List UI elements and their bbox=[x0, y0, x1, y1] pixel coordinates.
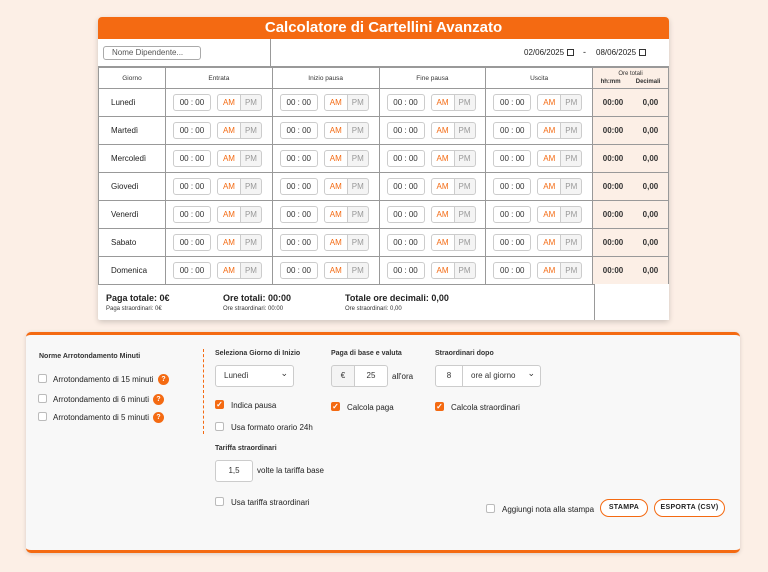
format24-label: Usa formato orario 24h bbox=[231, 423, 313, 432]
exit-pm-toggle[interactable]: PM bbox=[560, 234, 582, 251]
entry-cell bbox=[165, 257, 272, 285]
exit-time-input[interactable]: 00 : 00 bbox=[493, 150, 531, 167]
overtime-pay: Paga straordinari: 0€ bbox=[106, 306, 162, 312]
row-total-decimal: 0,00 bbox=[642, 238, 659, 247]
exit-cell bbox=[486, 229, 593, 257]
base-pay-title: Paga di base e valuta bbox=[331, 350, 402, 357]
entry-time-input[interactable]: 00 : 00 bbox=[173, 122, 211, 139]
row-total-decimal: 0,00 bbox=[642, 98, 659, 107]
break-end-pm-toggle[interactable]: PM bbox=[454, 234, 476, 251]
exit-cell bbox=[486, 89, 593, 117]
overtime-unit-select[interactable]: ore al giorno ⌄ bbox=[462, 365, 541, 387]
use-overtime-rate-label: Usa tariffa straordinari bbox=[231, 498, 310, 507]
summary-totals-cell bbox=[594, 284, 669, 320]
row-totals bbox=[593, 145, 669, 173]
row-total-hhmm: 00:00 bbox=[602, 266, 624, 275]
exit-pm-toggle[interactable]: PM bbox=[560, 150, 582, 167]
break-start-time-input[interactable]: 00 : 00 bbox=[280, 122, 318, 139]
break-end-cell bbox=[379, 257, 486, 285]
entry-pm-toggle[interactable]: PM bbox=[240, 262, 262, 279]
row-total-decimal: 0,00 bbox=[642, 154, 659, 163]
meta-row bbox=[98, 39, 669, 67]
break-start-pm-toggle[interactable]: PM bbox=[347, 122, 369, 139]
page-title: Calcolatore di Cartellini Avanzato bbox=[98, 17, 669, 39]
break-start-am-toggle[interactable]: AM bbox=[324, 94, 348, 111]
entry-time-input[interactable]: 00 : 00 bbox=[173, 94, 211, 111]
totals-header: Ore totali bbox=[618, 71, 643, 77]
print-note-label: Aggiungi nota alla stampa bbox=[502, 505, 595, 514]
table-row bbox=[99, 201, 669, 229]
break-end-cell bbox=[379, 89, 486, 117]
row-totals-values bbox=[593, 238, 668, 247]
overtime-decimal-hours: Ore straordinari: 0,00 bbox=[345, 306, 402, 312]
start-day-title: Seleziona Giorno di Inizio bbox=[215, 350, 301, 357]
table-row bbox=[99, 257, 669, 285]
rounding-5-checkbox[interactable] bbox=[38, 412, 47, 421]
break-start-pm-toggle[interactable]: PM bbox=[347, 262, 369, 279]
row-totals bbox=[593, 229, 669, 257]
break-end-time-input[interactable]: 00 : 00 bbox=[387, 150, 425, 167]
exit-am-toggle[interactable]: AM bbox=[537, 206, 561, 223]
row-total-hhmm: 00:00 bbox=[602, 210, 624, 219]
break-start-cell bbox=[272, 173, 379, 201]
decimals-header: Decimali bbox=[635, 79, 661, 85]
entry-cell bbox=[165, 117, 272, 145]
break-end-pm-toggle[interactable]: PM bbox=[454, 122, 476, 139]
entry-am-toggle[interactable]: AM bbox=[217, 122, 241, 139]
entry-am-toggle[interactable]: AM bbox=[217, 234, 241, 251]
break-end-pm-toggle[interactable]: PM bbox=[454, 94, 476, 111]
table-body bbox=[99, 89, 669, 285]
exit-am-toggle[interactable]: AM bbox=[537, 122, 561, 139]
break-start-am-toggle[interactable]: AM bbox=[324, 178, 348, 195]
break-end-am-toggle[interactable]: AM bbox=[431, 262, 455, 279]
row-totals-values bbox=[593, 154, 668, 163]
rounding-15-label: Arrotondamento di 15 minuti bbox=[53, 375, 154, 384]
break-start-cell bbox=[272, 201, 379, 229]
row-totals bbox=[593, 89, 669, 117]
rounding-6-label: Arrotondamento di 6 minuti bbox=[53, 395, 150, 404]
calendar-icon[interactable] bbox=[639, 49, 646, 56]
break-start-time-input[interactable]: 00 : 00 bbox=[280, 262, 318, 279]
row-total-decimal: 0,00 bbox=[642, 210, 659, 219]
entry-pm-toggle[interactable]: PM bbox=[240, 206, 262, 223]
row-totals-values bbox=[593, 98, 668, 107]
col-break-end: Fine pausa bbox=[379, 68, 486, 89]
overtime-after-input[interactable]: 8 bbox=[435, 365, 463, 387]
overtime-rate-input[interactable]: 1,5 bbox=[215, 460, 253, 482]
base-pay-input[interactable]: 25 bbox=[354, 365, 388, 387]
break-end-pm-toggle[interactable]: PM bbox=[454, 150, 476, 167]
break-end-am-toggle[interactable]: AM bbox=[431, 150, 455, 167]
break-end-cell bbox=[379, 117, 486, 145]
row-total-hhmm: 00:00 bbox=[602, 154, 624, 163]
exit-time-input[interactable]: 00 : 00 bbox=[493, 262, 531, 279]
timecard-calculator bbox=[98, 17, 669, 320]
break-start-am-toggle[interactable]: AM bbox=[324, 122, 348, 139]
table-row bbox=[99, 117, 669, 145]
exit-time-input[interactable]: 00 : 00 bbox=[493, 122, 531, 139]
table-row bbox=[99, 229, 669, 257]
rounding-5-label: Arrotondamento di 5 minuti bbox=[53, 413, 150, 422]
entry-time-input[interactable]: 00 : 00 bbox=[173, 206, 211, 223]
col-break-start: Inizio pausa bbox=[272, 68, 379, 89]
row-total-hhmm: 00:00 bbox=[602, 182, 624, 191]
entry-time-input[interactable]: 00 : 00 bbox=[173, 150, 211, 167]
row-total-hhmm: 00:00 bbox=[602, 98, 624, 107]
day-label: Sabato bbox=[99, 229, 166, 257]
currency-addon: € bbox=[331, 365, 355, 387]
row-total-decimal: 0,00 bbox=[642, 266, 659, 275]
break-start-am-toggle[interactable]: AM bbox=[324, 262, 348, 279]
hhmm-header: hh:mm bbox=[600, 79, 621, 85]
break-start-am-toggle[interactable]: AM bbox=[324, 206, 348, 223]
exit-pm-toggle[interactable]: PM bbox=[560, 94, 582, 111]
date-start-value: 02/06/2025 bbox=[524, 48, 565, 57]
entry-cell bbox=[165, 173, 272, 201]
row-totals-values bbox=[593, 126, 668, 135]
date-separator: - bbox=[583, 47, 586, 57]
entry-pm-toggle[interactable]: PM bbox=[240, 234, 262, 251]
entry-am-toggle[interactable]: AM bbox=[217, 262, 241, 279]
rounding-15-checkbox[interactable] bbox=[38, 374, 47, 383]
entry-am-toggle[interactable]: AM bbox=[217, 178, 241, 195]
entry-cell bbox=[165, 201, 272, 229]
break-end-am-toggle[interactable]: AM bbox=[431, 234, 455, 251]
rounding-title: Norme Arrotondamento Minuti bbox=[39, 353, 141, 360]
exit-time-input[interactable]: 00 : 00 bbox=[493, 94, 531, 111]
date-start-input[interactable] bbox=[524, 48, 574, 57]
table-row bbox=[99, 173, 669, 201]
break-end-am-toggle[interactable]: AM bbox=[431, 122, 455, 139]
help-icon[interactable]: ? bbox=[153, 412, 164, 423]
exit-am-toggle[interactable]: AM bbox=[537, 150, 561, 167]
break-start-time-input[interactable]: 00 : 00 bbox=[280, 234, 318, 251]
break-end-time-input[interactable]: 00 : 00 bbox=[387, 262, 425, 279]
break-end-pm-toggle[interactable]: PM bbox=[454, 206, 476, 223]
break-start-cell bbox=[272, 117, 379, 145]
col-exit: Uscita bbox=[486, 68, 593, 89]
date-end-value: 08/06/2025 bbox=[596, 48, 637, 57]
entry-cell bbox=[165, 89, 272, 117]
break-end-time-input[interactable]: 00 : 00 bbox=[387, 122, 425, 139]
per-hour-label: all'ora bbox=[392, 372, 414, 381]
entry-pm-toggle[interactable]: PM bbox=[240, 178, 262, 195]
exit-cell bbox=[486, 117, 593, 145]
table-row bbox=[99, 145, 669, 173]
break-checkbox[interactable]: ✓ bbox=[216, 400, 223, 409]
entry-pm-toggle[interactable]: PM bbox=[240, 122, 262, 139]
format24-checkbox[interactable] bbox=[215, 422, 224, 431]
section-divider bbox=[203, 349, 204, 434]
entry-time-input[interactable]: 00 : 00 bbox=[173, 178, 211, 195]
settings-panel bbox=[26, 332, 740, 553]
row-totals-values bbox=[593, 182, 668, 191]
day-label: Domenica bbox=[99, 257, 166, 285]
break-end-cell bbox=[379, 229, 486, 257]
break-end-time-input[interactable]: 00 : 00 bbox=[387, 94, 425, 111]
totals-subheaders bbox=[593, 78, 668, 86]
break-start-time-input[interactable]: 00 : 00 bbox=[280, 94, 318, 111]
col-day: Giorno bbox=[99, 68, 166, 89]
day-label: Lunedì bbox=[99, 89, 166, 117]
total-pay: Paga totale: 0€ bbox=[106, 293, 170, 303]
row-totals bbox=[593, 173, 669, 201]
row-totals-values bbox=[593, 210, 668, 219]
row-total-decimal: 0,00 bbox=[642, 126, 659, 135]
break-start-time-input[interactable]: 00 : 00 bbox=[280, 178, 318, 195]
help-icon[interactable]: ? bbox=[158, 374, 169, 385]
break-end-am-toggle[interactable]: AM bbox=[431, 94, 455, 111]
break-start-pm-toggle[interactable]: PM bbox=[347, 234, 369, 251]
rounding-6-checkbox[interactable] bbox=[38, 394, 47, 403]
break-start-pm-toggle[interactable]: PM bbox=[347, 178, 369, 195]
calc-pay-label: Calcola paga bbox=[347, 403, 394, 412]
timecard-table bbox=[98, 67, 669, 285]
break-end-cell bbox=[379, 201, 486, 229]
calc-overtime-label: Calcola straordinari bbox=[451, 403, 520, 412]
entry-cell bbox=[165, 229, 272, 257]
exit-am-toggle[interactable]: AM bbox=[537, 234, 561, 251]
exit-pm-toggle[interactable]: PM bbox=[560, 206, 582, 223]
row-total-decimal: 0,00 bbox=[642, 182, 659, 191]
help-icon[interactable]: ? bbox=[153, 394, 164, 405]
entry-am-toggle[interactable]: AM bbox=[217, 94, 241, 111]
break-end-cell bbox=[379, 145, 486, 173]
entry-am-toggle[interactable]: AM bbox=[217, 150, 241, 167]
break-end-cell bbox=[379, 173, 486, 201]
break-label: Indica pausa bbox=[231, 401, 277, 410]
exit-time-input[interactable]: 00 : 00 bbox=[493, 178, 531, 195]
exit-cell bbox=[486, 145, 593, 173]
break-end-time-input[interactable]: 00 : 00 bbox=[387, 178, 425, 195]
exit-cell bbox=[486, 201, 593, 229]
row-totals bbox=[593, 257, 669, 285]
total-decimal-hours: Totale ore decimali: 0,00 bbox=[345, 293, 449, 303]
entry-time-input[interactable]: 00 : 00 bbox=[173, 234, 211, 251]
row-total-hhmm: 00:00 bbox=[602, 238, 624, 247]
exit-time-input[interactable]: 00 : 00 bbox=[493, 206, 531, 223]
exit-pm-toggle[interactable]: PM bbox=[560, 178, 582, 195]
employee-cell bbox=[98, 39, 271, 67]
table-header-row bbox=[99, 68, 669, 89]
day-label: Giovedì bbox=[99, 173, 166, 201]
overtime-rate-suffix: volte la tariffa base bbox=[257, 466, 325, 475]
overtime-rate-title: Tariffa straordinari bbox=[215, 445, 277, 452]
use-overtime-rate-checkbox[interactable] bbox=[215, 497, 224, 506]
export-csv-button[interactable]: ESPORTA (CSV) bbox=[654, 499, 725, 517]
date-end-input[interactable] bbox=[596, 48, 646, 57]
entry-pm-toggle[interactable]: PM bbox=[240, 150, 262, 167]
exit-pm-toggle[interactable]: PM bbox=[560, 262, 582, 279]
exit-cell bbox=[486, 173, 593, 201]
break-end-time-input[interactable]: 00 : 00 bbox=[387, 206, 425, 223]
day-label: Martedì bbox=[99, 117, 166, 145]
col-entry: Entrata bbox=[165, 68, 272, 89]
break-start-am-toggle[interactable]: AM bbox=[324, 234, 348, 251]
calc-overtime-checkbox[interactable]: ✓ bbox=[436, 402, 443, 411]
break-end-am-toggle[interactable]: AM bbox=[431, 206, 455, 223]
entry-am-toggle[interactable]: AM bbox=[217, 206, 241, 223]
exit-cell bbox=[486, 257, 593, 285]
print-button[interactable]: STAMPA bbox=[600, 499, 648, 517]
break-start-time-input[interactable]: 00 : 00 bbox=[280, 150, 318, 167]
exit-time-input[interactable]: 00 : 00 bbox=[493, 234, 531, 251]
break-start-pm-toggle[interactable]: PM bbox=[347, 150, 369, 167]
break-start-cell bbox=[272, 145, 379, 173]
table-row bbox=[99, 89, 669, 117]
break-start-cell bbox=[272, 89, 379, 117]
col-totals bbox=[593, 68, 669, 89]
overtime-after-title: Straordinari dopo bbox=[435, 350, 494, 357]
exit-am-toggle[interactable]: AM bbox=[537, 262, 561, 279]
break-end-pm-toggle[interactable]: PM bbox=[454, 262, 476, 279]
exit-pm-toggle[interactable]: PM bbox=[560, 122, 582, 139]
entry-cell bbox=[165, 145, 272, 173]
entry-time-input[interactable]: 00 : 00 bbox=[173, 262, 211, 279]
row-total-hhmm: 00:00 bbox=[602, 126, 624, 135]
total-hours: Ore totali: 00:00 bbox=[223, 293, 292, 303]
day-label: Mercoledì bbox=[99, 145, 166, 173]
break-start-am-toggle[interactable]: AM bbox=[324, 150, 348, 167]
summary-row bbox=[98, 284, 669, 320]
exit-am-toggle[interactable]: AM bbox=[537, 94, 561, 111]
break-start-cell bbox=[272, 257, 379, 285]
calc-pay-checkbox[interactable]: ✓ bbox=[332, 402, 339, 411]
break-start-cell bbox=[272, 229, 379, 257]
break-start-pm-toggle[interactable]: PM bbox=[347, 206, 369, 223]
print-note-checkbox[interactable] bbox=[486, 504, 495, 513]
entry-pm-toggle[interactable]: PM bbox=[240, 94, 262, 111]
row-totals bbox=[593, 117, 669, 145]
start-day-select[interactable]: Lunedì ⌄ bbox=[215, 365, 294, 387]
employee-name-input[interactable]: Nome Dipendente... bbox=[103, 46, 201, 60]
break-end-time-input[interactable]: 00 : 00 bbox=[387, 234, 425, 251]
row-totals bbox=[593, 201, 669, 229]
break-start-time-input[interactable]: 00 : 00 bbox=[280, 206, 318, 223]
overtime-hours: Ore straordinari: 00:00 bbox=[223, 306, 284, 312]
day-label: Venerdì bbox=[99, 201, 166, 229]
exit-am-toggle[interactable]: AM bbox=[537, 178, 561, 195]
row-totals-values bbox=[593, 266, 668, 275]
break-start-pm-toggle[interactable]: PM bbox=[347, 94, 369, 111]
calendar-icon[interactable] bbox=[567, 49, 574, 56]
break-end-am-toggle[interactable]: AM bbox=[431, 178, 455, 195]
break-end-pm-toggle[interactable]: PM bbox=[454, 178, 476, 195]
